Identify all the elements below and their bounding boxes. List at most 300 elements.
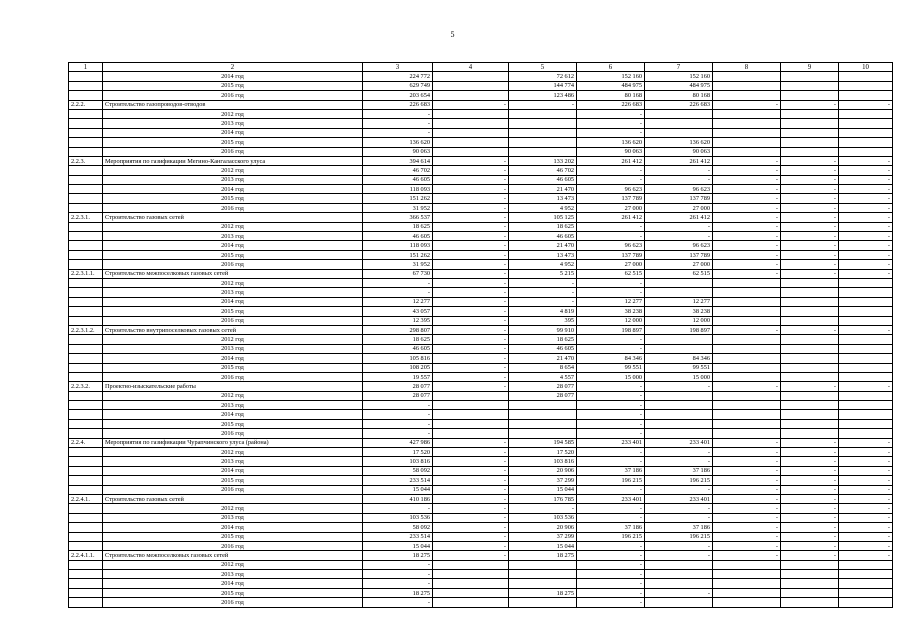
total-amount-cell: 151 262 [363,194,433,203]
local-budget-detail-cell [645,579,713,588]
table-row-item [69,156,893,165]
column-number-header: 7 [645,63,713,72]
extra-budget-cell: - [713,175,781,184]
item-name-cell: Строительство межпоселковых газовых сетей [103,551,363,560]
local-budget-cell: - [577,579,645,588]
republic-budget-cell: 18 275 [509,551,577,560]
republic-budget-cell [509,147,577,156]
col-9-value-cell: - [781,222,839,231]
republic-budget-cell: 4 952 [509,203,577,212]
total-amount-cell: 108 205 [363,363,433,372]
local-budget-cell: 196 215 [577,476,645,485]
local-budget-cell: 198 897 [577,325,645,334]
item-code-cell [69,401,103,410]
col-10-value-cell [839,109,893,118]
item-code-cell [69,232,103,241]
col-10-value-cell: - [839,485,893,494]
federal-budget-cell [433,81,509,90]
table-row-year [69,513,893,522]
local-budget-cell: 96 623 [577,241,645,250]
col-10-value-cell [839,419,893,428]
extra-budget-cell [713,570,781,579]
col-9-value-cell [781,410,839,419]
republic-budget-cell: 15 044 [509,485,577,494]
item-code-cell [69,476,103,485]
col-9-value-cell [781,363,839,372]
republic-budget-cell: 395 [509,316,577,325]
table-row-year [69,250,893,259]
col-10-value-cell [839,401,893,410]
republic-budget-cell: 18 275 [509,588,577,597]
col-9-value-cell: - [781,185,839,194]
republic-budget-cell: 4 952 [509,260,577,269]
federal-budget-cell: - [433,523,509,532]
item-code-cell [69,485,103,494]
republic-budget-cell: 13 473 [509,194,577,203]
item-name-cell: Проектно-изыскательские работы [103,382,363,391]
item-code-cell [69,203,103,212]
col-10-value-cell: - [839,260,893,269]
federal-budget-cell: - [433,372,509,381]
federal-budget-cell: - [433,513,509,522]
local-budget-detail-cell [645,335,713,344]
local-budget-detail-cell: 37 186 [645,523,713,532]
item-code-cell [69,448,103,457]
federal-budget-cell: - [433,551,509,560]
item-code-cell [69,579,103,588]
total-amount-cell: 46 702 [363,166,433,175]
item-code-cell [69,316,103,325]
item-code-cell [69,241,103,250]
total-amount-cell: 233 514 [363,532,433,541]
extra-budget-cell [713,119,781,128]
local-budget-cell: - [577,128,645,137]
local-budget-cell: 27 000 [577,203,645,212]
federal-budget-cell: - [433,494,509,503]
col-10-value-cell [839,91,893,100]
total-amount-cell: 118 093 [363,241,433,250]
total-amount-cell: 298 807 [363,325,433,334]
local-budget-cell: - [577,541,645,550]
total-amount-cell: 629 749 [363,81,433,90]
col-9-value-cell: - [781,260,839,269]
local-budget-detail-cell: 198 897 [645,325,713,334]
item-code-cell [69,457,103,466]
local-budget-cell: 12 000 [577,316,645,325]
col-9-value-cell: - [781,551,839,560]
local-budget-detail-cell: 196 215 [645,532,713,541]
item-code-cell [69,250,103,259]
local-budget-cell: - [577,485,645,494]
republic-budget-cell: 20 906 [509,466,577,475]
extra-budget-cell [713,560,781,569]
item-name-cell: 2012 год [103,222,363,231]
extra-budget-cell [713,72,781,81]
item-name-cell: 2013 год [103,570,363,579]
extra-budget-cell [713,588,781,597]
total-amount-cell: 46 605 [363,175,433,184]
item-name-cell: 2014 год [103,579,363,588]
col-10-value-cell: - [839,241,893,250]
col-10-value-cell: - [839,551,893,560]
total-amount-cell: 224 772 [363,72,433,81]
republic-budget-cell: 28 077 [509,391,577,400]
item-name-cell: Строительство газовых сетей [103,494,363,503]
extra-budget-cell [713,288,781,297]
table-row-year [69,588,893,597]
local-budget-detail-cell: - [645,232,713,241]
federal-budget-cell: - [433,241,509,250]
column-number-header: 2 [103,63,363,72]
federal-budget-cell: - [433,232,509,241]
item-name-cell: 2016 год [103,372,363,381]
item-code-cell: 2.2.3.1. [69,213,103,222]
local-budget-cell: - [577,448,645,457]
item-name-cell: 2015 год [103,81,363,90]
table-row-item [69,325,893,334]
local-budget-cell: 62 515 [577,269,645,278]
local-budget-detail-cell [645,128,713,137]
total-amount-cell: - [363,128,433,137]
extra-budget-cell: - [713,100,781,109]
local-budget-cell: 99 551 [577,363,645,372]
total-amount-cell: 15 044 [363,541,433,550]
local-budget-detail-cell: - [645,222,713,231]
republic-budget-cell: 176 785 [509,494,577,503]
local-budget-detail-cell: 137 789 [645,250,713,259]
table-row-item [69,100,893,109]
table-row-item [69,213,893,222]
republic-budget-cell [509,128,577,137]
total-amount-cell: 58 092 [363,523,433,532]
local-budget-cell: 137 789 [577,194,645,203]
col-10-value-cell [839,288,893,297]
local-budget-cell: 96 623 [577,185,645,194]
col-10-value-cell [839,278,893,287]
local-budget-cell: 12 277 [577,297,645,306]
total-amount-cell: 46 605 [363,232,433,241]
item-name-cell: 2014 год [103,185,363,194]
table-row-year [69,485,893,494]
col-9-value-cell: - [781,241,839,250]
republic-budget-cell: 133 202 [509,156,577,165]
republic-budget-cell: 46 605 [509,344,577,353]
col-9-value-cell: - [781,213,839,222]
federal-budget-cell: - [433,100,509,109]
col-9-value-cell: - [781,156,839,165]
item-name-cell: 2013 год [103,175,363,184]
total-amount-cell: - [363,579,433,588]
local-budget-cell: - [577,166,645,175]
item-name-cell: 2016 год [103,429,363,438]
total-amount-cell: - [363,570,433,579]
column-number-header: 4 [433,63,509,72]
item-name-cell: 2015 год [103,532,363,541]
extra-budget-cell: - [713,156,781,165]
table-row-year [69,419,893,428]
table-row-year [69,372,893,381]
table-row-year [69,91,893,100]
extra-budget-cell [713,278,781,287]
extra-budget-cell [713,354,781,363]
table-row-year [69,81,893,90]
extra-budget-cell: - [713,513,781,522]
local-budget-cell: - [577,382,645,391]
col-9-value-cell: - [781,250,839,259]
extra-budget-cell [713,335,781,344]
local-budget-detail-cell: - [645,551,713,560]
table-row-year [69,363,893,372]
total-amount-cell: - [363,560,433,569]
item-name-cell: 2015 год [103,194,363,203]
item-code-cell [69,466,103,475]
local-budget-cell: 27 000 [577,260,645,269]
table-row-year [69,241,893,250]
item-code-cell [69,260,103,269]
item-code-cell: 2.2.3.1.2. [69,325,103,334]
col-10-value-cell [839,81,893,90]
total-amount-cell: 46 605 [363,344,433,353]
item-name-cell: 2012 год [103,448,363,457]
local-budget-detail-cell: 99 551 [645,363,713,372]
col-10-value-cell: - [839,222,893,231]
item-code-cell [69,532,103,541]
table-row-year [69,532,893,541]
total-amount-cell: 118 093 [363,185,433,194]
total-amount-cell: - [363,119,433,128]
local-budget-cell: - [577,175,645,184]
col-9-value-cell [781,560,839,569]
col-10-value-cell: - [839,100,893,109]
item-code-cell [69,138,103,147]
extra-budget-cell: - [713,269,781,278]
item-name-cell: 2015 год [103,250,363,259]
table-row-year [69,128,893,137]
column-number-header: 1 [69,63,103,72]
item-name-cell: 2014 год [103,128,363,137]
item-code-cell [69,513,103,522]
table-row-year [69,410,893,419]
col-10-value-cell [839,560,893,569]
total-amount-cell: 366 537 [363,213,433,222]
item-name-cell: Строительство газопроводов-отводов [103,100,363,109]
col-10-value-cell: - [839,541,893,550]
local-budget-detail-cell [645,570,713,579]
column-number-header: 10 [839,63,893,72]
total-amount-cell: 18 275 [363,551,433,560]
item-code-cell: 2.2.4.1. [69,494,103,503]
col-10-value-cell: - [839,438,893,447]
item-name-cell: 2015 год [103,419,363,428]
col-9-value-cell [781,316,839,325]
total-amount-cell: 18 275 [363,588,433,597]
table-row-year [69,448,893,457]
federal-budget-cell [433,91,509,100]
item-name-cell: Мероприятия по газификации Чурапчинского улуса (района) [103,438,363,447]
extra-budget-cell: - [713,325,781,334]
extra-budget-cell [713,138,781,147]
col-10-value-cell [839,598,893,607]
col-10-value-cell [839,410,893,419]
item-name-cell: 2015 год [103,363,363,372]
table-row-year [69,194,893,203]
local-budget-cell: - [577,335,645,344]
table-row-item [69,551,893,560]
item-name-cell: 2015 год [103,138,363,147]
total-amount-cell: 203 654 [363,91,433,100]
local-budget-detail-cell: - [645,504,713,513]
item-name-cell: 2014 год [103,297,363,306]
extra-budget-cell: - [713,260,781,269]
federal-budget-cell: - [433,297,509,306]
local-budget-detail-cell: - [645,541,713,550]
item-name-cell: 2016 год [103,541,363,550]
federal-budget-cell: - [433,532,509,541]
local-budget-cell: 90 063 [577,147,645,156]
item-name-cell: Строительство межпоселковых газовых сетей [103,269,363,278]
total-amount-cell: 67 730 [363,269,433,278]
local-budget-detail-cell: 233 401 [645,438,713,447]
local-budget-cell: 261 412 [577,156,645,165]
item-name-cell: 2014 год [103,354,363,363]
item-name-cell: 2014 год [103,241,363,250]
extra-budget-cell: - [713,241,781,250]
total-amount-cell: 43 057 [363,307,433,316]
col-9-value-cell [781,372,839,381]
item-name-cell: Строительство внутрипоселковых газовых сетей [103,325,363,334]
table-row-year [69,297,893,306]
republic-budget-cell: 21 470 [509,354,577,363]
local-budget-cell: 233 401 [577,494,645,503]
table-row-year [69,570,893,579]
column-number-header: 8 [713,63,781,72]
total-amount-cell: 410 186 [363,494,433,503]
col-10-value-cell: - [839,232,893,241]
local-budget-cell: - [577,391,645,400]
federal-budget-cell [433,128,509,137]
item-code-cell [69,363,103,372]
federal-budget-cell: - [433,222,509,231]
extra-budget-cell: - [713,250,781,259]
col-9-value-cell: - [781,532,839,541]
federal-budget-cell: - [433,344,509,353]
republic-budget-cell: 37 299 [509,532,577,541]
item-name-cell: 2016 год [103,316,363,325]
federal-budget-cell: - [433,541,509,550]
republic-budget-cell: - [509,278,577,287]
local-budget-cell: - [577,570,645,579]
col-10-value-cell: - [839,213,893,222]
col-9-value-cell [781,128,839,137]
local-budget-detail-cell [645,288,713,297]
extra-budget-cell: - [713,203,781,212]
table-row-year [69,278,893,287]
col-10-value-cell [839,307,893,316]
col-9-value-cell [781,570,839,579]
total-amount-cell: 394 614 [363,156,433,165]
col-9-value-cell [781,307,839,316]
total-amount-cell: - [363,410,433,419]
local-budget-detail-cell: - [645,457,713,466]
local-budget-detail-cell: 80 168 [645,91,713,100]
total-amount-cell: 226 683 [363,100,433,109]
federal-budget-cell: - [433,335,509,344]
local-budget-cell: - [577,410,645,419]
extra-budget-cell [713,81,781,90]
item-code-cell [69,391,103,400]
federal-budget-cell [433,429,509,438]
table-row-year [69,119,893,128]
col-10-value-cell: - [839,532,893,541]
item-code-cell [69,570,103,579]
total-amount-cell: 103 536 [363,513,433,522]
item-name-cell: 2016 год [103,147,363,156]
local-budget-detail-cell: - [645,588,713,597]
total-amount-cell: - [363,504,433,513]
col-9-value-cell [781,72,839,81]
extra-budget-cell: - [713,541,781,550]
local-budget-cell: 38 238 [577,307,645,316]
local-budget-cell: - [577,109,645,118]
extra-budget-cell: - [713,551,781,560]
total-amount-cell: - [363,429,433,438]
col-10-value-cell: - [839,476,893,485]
item-code-cell [69,541,103,550]
total-amount-cell: - [363,109,433,118]
local-budget-cell: - [577,344,645,353]
local-budget-detail-cell: 62 515 [645,269,713,278]
col-10-value-cell [839,72,893,81]
total-amount-cell: 28 077 [363,391,433,400]
local-budget-detail-cell [645,391,713,400]
local-budget-detail-cell [645,401,713,410]
republic-budget-cell [509,138,577,147]
republic-budget-cell: 103 816 [509,457,577,466]
local-budget-detail-cell: - [645,175,713,184]
extra-budget-cell: - [713,504,781,513]
local-budget-cell: - [577,504,645,513]
item-code-cell [69,278,103,287]
local-budget-cell: 196 215 [577,532,645,541]
local-budget-cell: - [577,513,645,522]
total-amount-cell: 31 952 [363,203,433,212]
item-name-cell: Строительство газовых сетей [103,213,363,222]
col-9-value-cell: - [781,466,839,475]
col-9-value-cell: - [781,541,839,550]
republic-budget-cell: 194 585 [509,438,577,447]
total-amount-cell: - [363,598,433,607]
local-budget-cell: - [577,551,645,560]
local-budget-cell: - [577,419,645,428]
total-amount-cell: 105 816 [363,354,433,363]
col-9-value-cell [781,344,839,353]
extra-budget-cell [713,372,781,381]
extra-budget-cell: - [713,213,781,222]
col-10-value-cell [839,363,893,372]
col-9-value-cell [781,598,839,607]
table-row-year [69,457,893,466]
table-row-year [69,203,893,212]
republic-budget-cell: - [509,504,577,513]
republic-budget-cell [509,410,577,419]
local-budget-detail-cell: 27 000 [645,203,713,212]
item-code-cell [69,307,103,316]
table-row-year [69,560,893,569]
total-amount-cell: 58 092 [363,466,433,475]
local-budget-detail-cell: - [645,485,713,494]
federal-budget-cell [433,579,509,588]
extra-budget-cell: - [713,185,781,194]
